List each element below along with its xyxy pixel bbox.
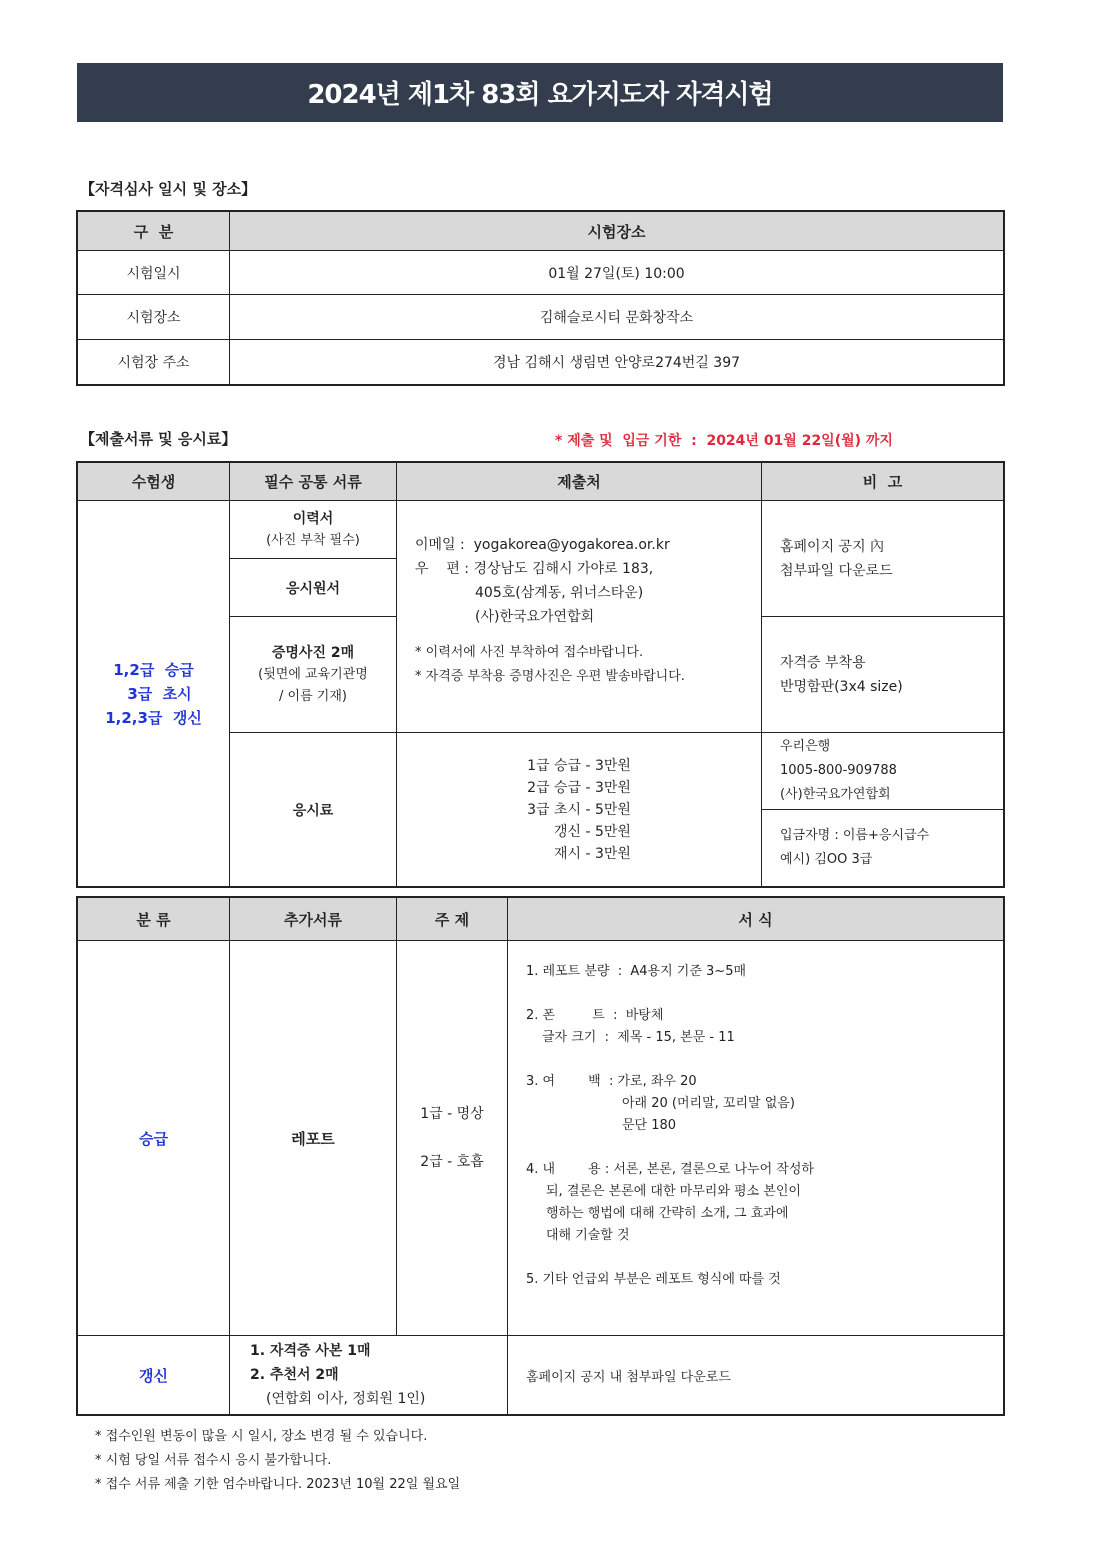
doc-photo [230,617,397,733]
schedule-value-date: 01월 27일(토) 10:00 [230,251,1004,295]
fee-label: 응시료 [230,733,397,887]
doc-photo-title: 증명사진 2매 [271,644,355,661]
doc-resume-note: (사진 부착 필수) [266,532,360,548]
renewal-doc-license: 1. 자격증 사본 1매 [250,1343,371,1359]
fee-item: 재시 - 3만원 [553,845,631,862]
promotion-topics [397,941,508,1336]
remark-photo-line1: 자격증 부착용 [780,654,866,671]
footer-note: * 접수인원 변동이 많을 시 일시, 장소 변경 될 수 있습니다. [95,1429,428,1444]
remark-download-line2: 첨부파일 다운로드 [780,562,893,579]
fee-item: 갱신 - 5만원 [553,823,631,840]
deadline-notice: * 제출 및 입금 기한 : 2024년 01월 22일(월) 까지 [555,433,893,449]
footer-note: * 시험 당일 서류 접수시 응시 불가합니다. [95,1453,332,1468]
candidate-types [78,501,230,887]
remark-download-line1: 홈페이지 공지 內 [780,538,885,555]
fee-item: 2급 승급 - 3만원 [527,779,631,796]
doc-resume [230,501,397,559]
schedule-value-venue: 김해슬로시티 문화창작소 [230,295,1004,340]
spacer [526,983,1003,1005]
format-item: 아래 20 (머리말, 꼬리말 없음) [622,1096,795,1111]
depositor-rule: 입금자명 : 이름+응시급수 [780,828,930,843]
fee-item: 1급 승급 - 3만원 [527,757,631,774]
renewal-docs [230,1336,508,1415]
submit-post-recipient: (사)한국요가연합회 [475,609,595,625]
bank-holder: (사)한국요가연합회 [780,787,891,802]
candidate-type-renewal: 1,2,3급 갱신 [105,708,202,727]
spacer [526,1137,1003,1159]
submit-post-address-2: 405호(삼계동, 위너스타운) [475,585,644,601]
schedule-table [77,211,1004,385]
footer-notes [95,1425,460,1497]
format-item: 3. 여 백 : 가로, 좌우 20 [526,1074,697,1089]
bank-account: 1005-800-909788 [780,763,897,778]
remark-download [762,501,1004,617]
spacer [526,1049,1003,1071]
additional-header-format: 서 식 [508,898,1004,941]
format-item: 글자 크기 : 제목 - 15, 본문 - 11 [542,1030,735,1045]
format-item: 5. 기타 언급외 부분은 레포트 형식에 따를 것 [526,1272,781,1287]
bank-info [762,733,1004,810]
additional-header-docs: 추가서류 [230,898,397,941]
documents-table [77,462,1004,887]
submit-note-photo: * 이력서에 사진 부착하여 접수바랍니다. [415,645,644,660]
format-item: 되, 결론은 본론에 대한 마무리와 평소 본인이 [546,1184,801,1199]
format-item: 2. 폰 트 : 바탕체 [526,1008,664,1023]
documents-header-submit-to: 제출처 [397,463,762,501]
candidate-type-initial: 3급 초시 [127,684,192,703]
submit-email: 이메일 : yogakorea@yogakorea.or.kr [415,537,670,553]
promotion-category: 승급 [78,941,230,1336]
additional-header-category: 분 류 [78,898,230,941]
depositor-info [762,810,1004,887]
documents-header-required: 필수 공통 서류 [230,463,397,501]
schedule-header-venue: 시험장소 [230,212,1004,251]
renewal-format: 홈페이지 공지 내 첨부파일 다운로드 [508,1336,1004,1415]
documents-heading: 【제출서류 및 응시료】 [80,430,237,448]
documents-header-remarks: 비 고 [762,463,1004,501]
topic-level1: 1급 - 명상 [420,1106,484,1122]
renewal-category: 갱신 [78,1336,230,1415]
schedule-label-address: 시험장 주소 [78,340,230,385]
format-item: 1. 레포트 분량 : A4용지 기준 3~5매 [526,964,747,979]
topic-level2: 2급 - 호흡 [420,1154,484,1170]
depositor-example: 예시) 김OO 3급 [780,852,873,867]
bank-name: 우리은행 [780,739,831,754]
submit-post-address: 우 편 : 경상남도 김해시 가야로 183, [415,561,654,577]
fee-list [397,733,762,887]
schedule-header-category: 구 분 [78,212,230,251]
schedule-label-date: 시험일시 [78,251,230,295]
submit-to [397,501,762,733]
fee-item: 3급 초시 - 5만원 [527,801,631,818]
schedule-label-venue: 시험장소 [78,295,230,340]
renewal-doc-note: (연합회 이사, 정회원 1인) [266,1391,426,1407]
doc-resume-title: 이력서 [292,510,334,527]
documents-header-candidate: 수험생 [78,463,230,501]
remark-photo [762,617,1004,733]
additional-docs-table [77,897,1004,1415]
additional-header-topic: 주 제 [397,898,508,941]
doc-application: 응시원서 [230,559,397,617]
schedule-value-address: 경남 김해시 생림면 안양로274번길 397 [230,340,1004,385]
doc-photo-note1: (뒷면에 교육기관명 [258,666,368,682]
format-item: 4. 내 용 : 서론, 본론, 결론으로 나누어 작성하 [526,1162,814,1177]
promotion-doc: 레포트 [230,941,397,1336]
report-format [508,941,1004,1336]
renewal-doc-recommendation: 2. 추천서 2매 [250,1367,339,1383]
page-title: 2024년 제1차 83회 요가지도자 자격시험 [77,63,1003,122]
format-item: 행하는 행법에 대해 간략히 소개, 그 효과에 [546,1206,789,1221]
spacer [415,629,761,641]
candidate-type-promotion: 1,2급 승급 [113,660,194,679]
format-item: 대해 기술할 것 [546,1228,630,1243]
schedule-heading: 【자격심사 일시 및 장소】 [80,180,257,198]
submit-note-mail: * 자격증 부착용 증명사진은 우편 발송바랍니다. [415,669,685,684]
remark-photo-line2: 반명함판(3x4 size) [780,678,903,695]
format-item: 문단 180 [622,1118,677,1133]
doc-photo-note2: / 이름 기재) [279,688,347,704]
spacer [526,1247,1003,1269]
footer-note: * 접수 서류 제출 기한 엄수바랍니다. 2023년 10월 22일 월요일 [95,1477,461,1492]
